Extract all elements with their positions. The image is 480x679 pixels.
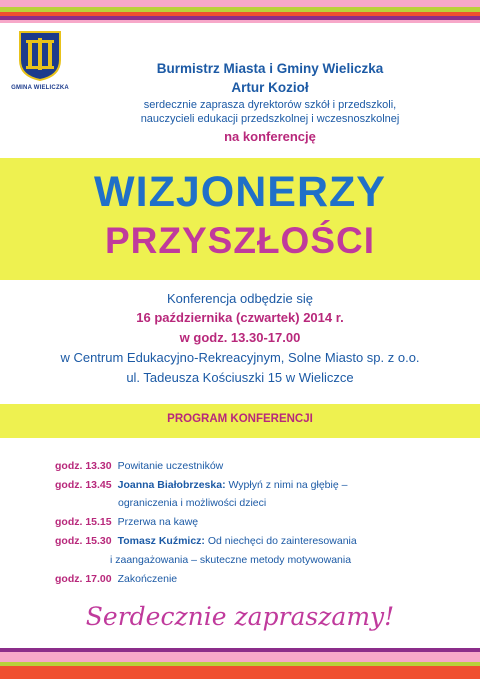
program-text: Powitanie uczestników (117, 460, 224, 472)
top-stripe-pink-2 (0, 20, 480, 23)
intro-line-5: na konferencję (224, 129, 316, 144)
info-address: ul. Tadeusza Kościuszki 15 w Wieliczce (126, 370, 354, 385)
info-date: 16 października (czwartek) 2014 r. (136, 310, 344, 325)
program-text: Zakończenie (117, 573, 178, 585)
program-speaker: Joanna Białobrzeska: (117, 479, 226, 491)
crest-icon (18, 30, 62, 82)
closing-signature: Serdecznie zapraszamy! (85, 602, 395, 631)
program-time: godz. 15.30 (55, 535, 112, 547)
program-time: godz. 15.15 (55, 516, 112, 528)
bottom-stripe-pink (0, 652, 480, 662)
info-line-1: Konferencja odbędzie się (167, 291, 313, 306)
program-text: Od niechęci do zainteresowania (207, 535, 357, 547)
intro-line-2: Artur Kozioł (231, 80, 309, 95)
program-time: godz. 17.00 (55, 573, 112, 585)
title-line-2: PRZYSZŁOŚCI (104, 220, 376, 261)
program-heading: PROGRAM KONFERENCJI (167, 413, 313, 425)
program-item-continued: i zaangażowania – skuteczne metody motywowania (110, 554, 352, 566)
program-text: Wypłyń z nimi na głębię – (228, 479, 348, 491)
program-speaker: Tomasz Kuźmicz: (117, 535, 205, 547)
program-text: Przerwa na kawę (117, 516, 199, 528)
intro-line-3: serdecznie zaprasza dyrektorów szkół i przedszkoli, (143, 99, 397, 111)
program-item (55, 573, 475, 585)
bottom-stripe-red (0, 666, 480, 679)
program-time: godz. 13.30 (55, 460, 112, 472)
top-stripe-pink (0, 0, 480, 7)
crest-label: GMINA WIELICZKA (11, 85, 69, 91)
program-item (55, 460, 475, 472)
program-item (55, 535, 475, 547)
info-hours: w godz. 13.30-17.00 (179, 330, 301, 345)
program-item (55, 479, 475, 491)
info-venue: w Centrum Edukacyjno-Rekreacyjnym, Solne Miasto sp. z o.o. (60, 350, 420, 365)
program-item-continued: ograniczenia i możliwości dzieci (118, 497, 267, 509)
intro-line-4: nauczycieli edukacji przedszkolnej i wczesnoszkolnej (140, 113, 400, 125)
title-line-1: WIZJONERZY (94, 168, 386, 216)
intro-line-1: Burmistrz Miasta i Gminy Wieliczka (156, 61, 384, 76)
program-item (55, 516, 475, 528)
program-time: godz. 13.45 (55, 479, 112, 491)
